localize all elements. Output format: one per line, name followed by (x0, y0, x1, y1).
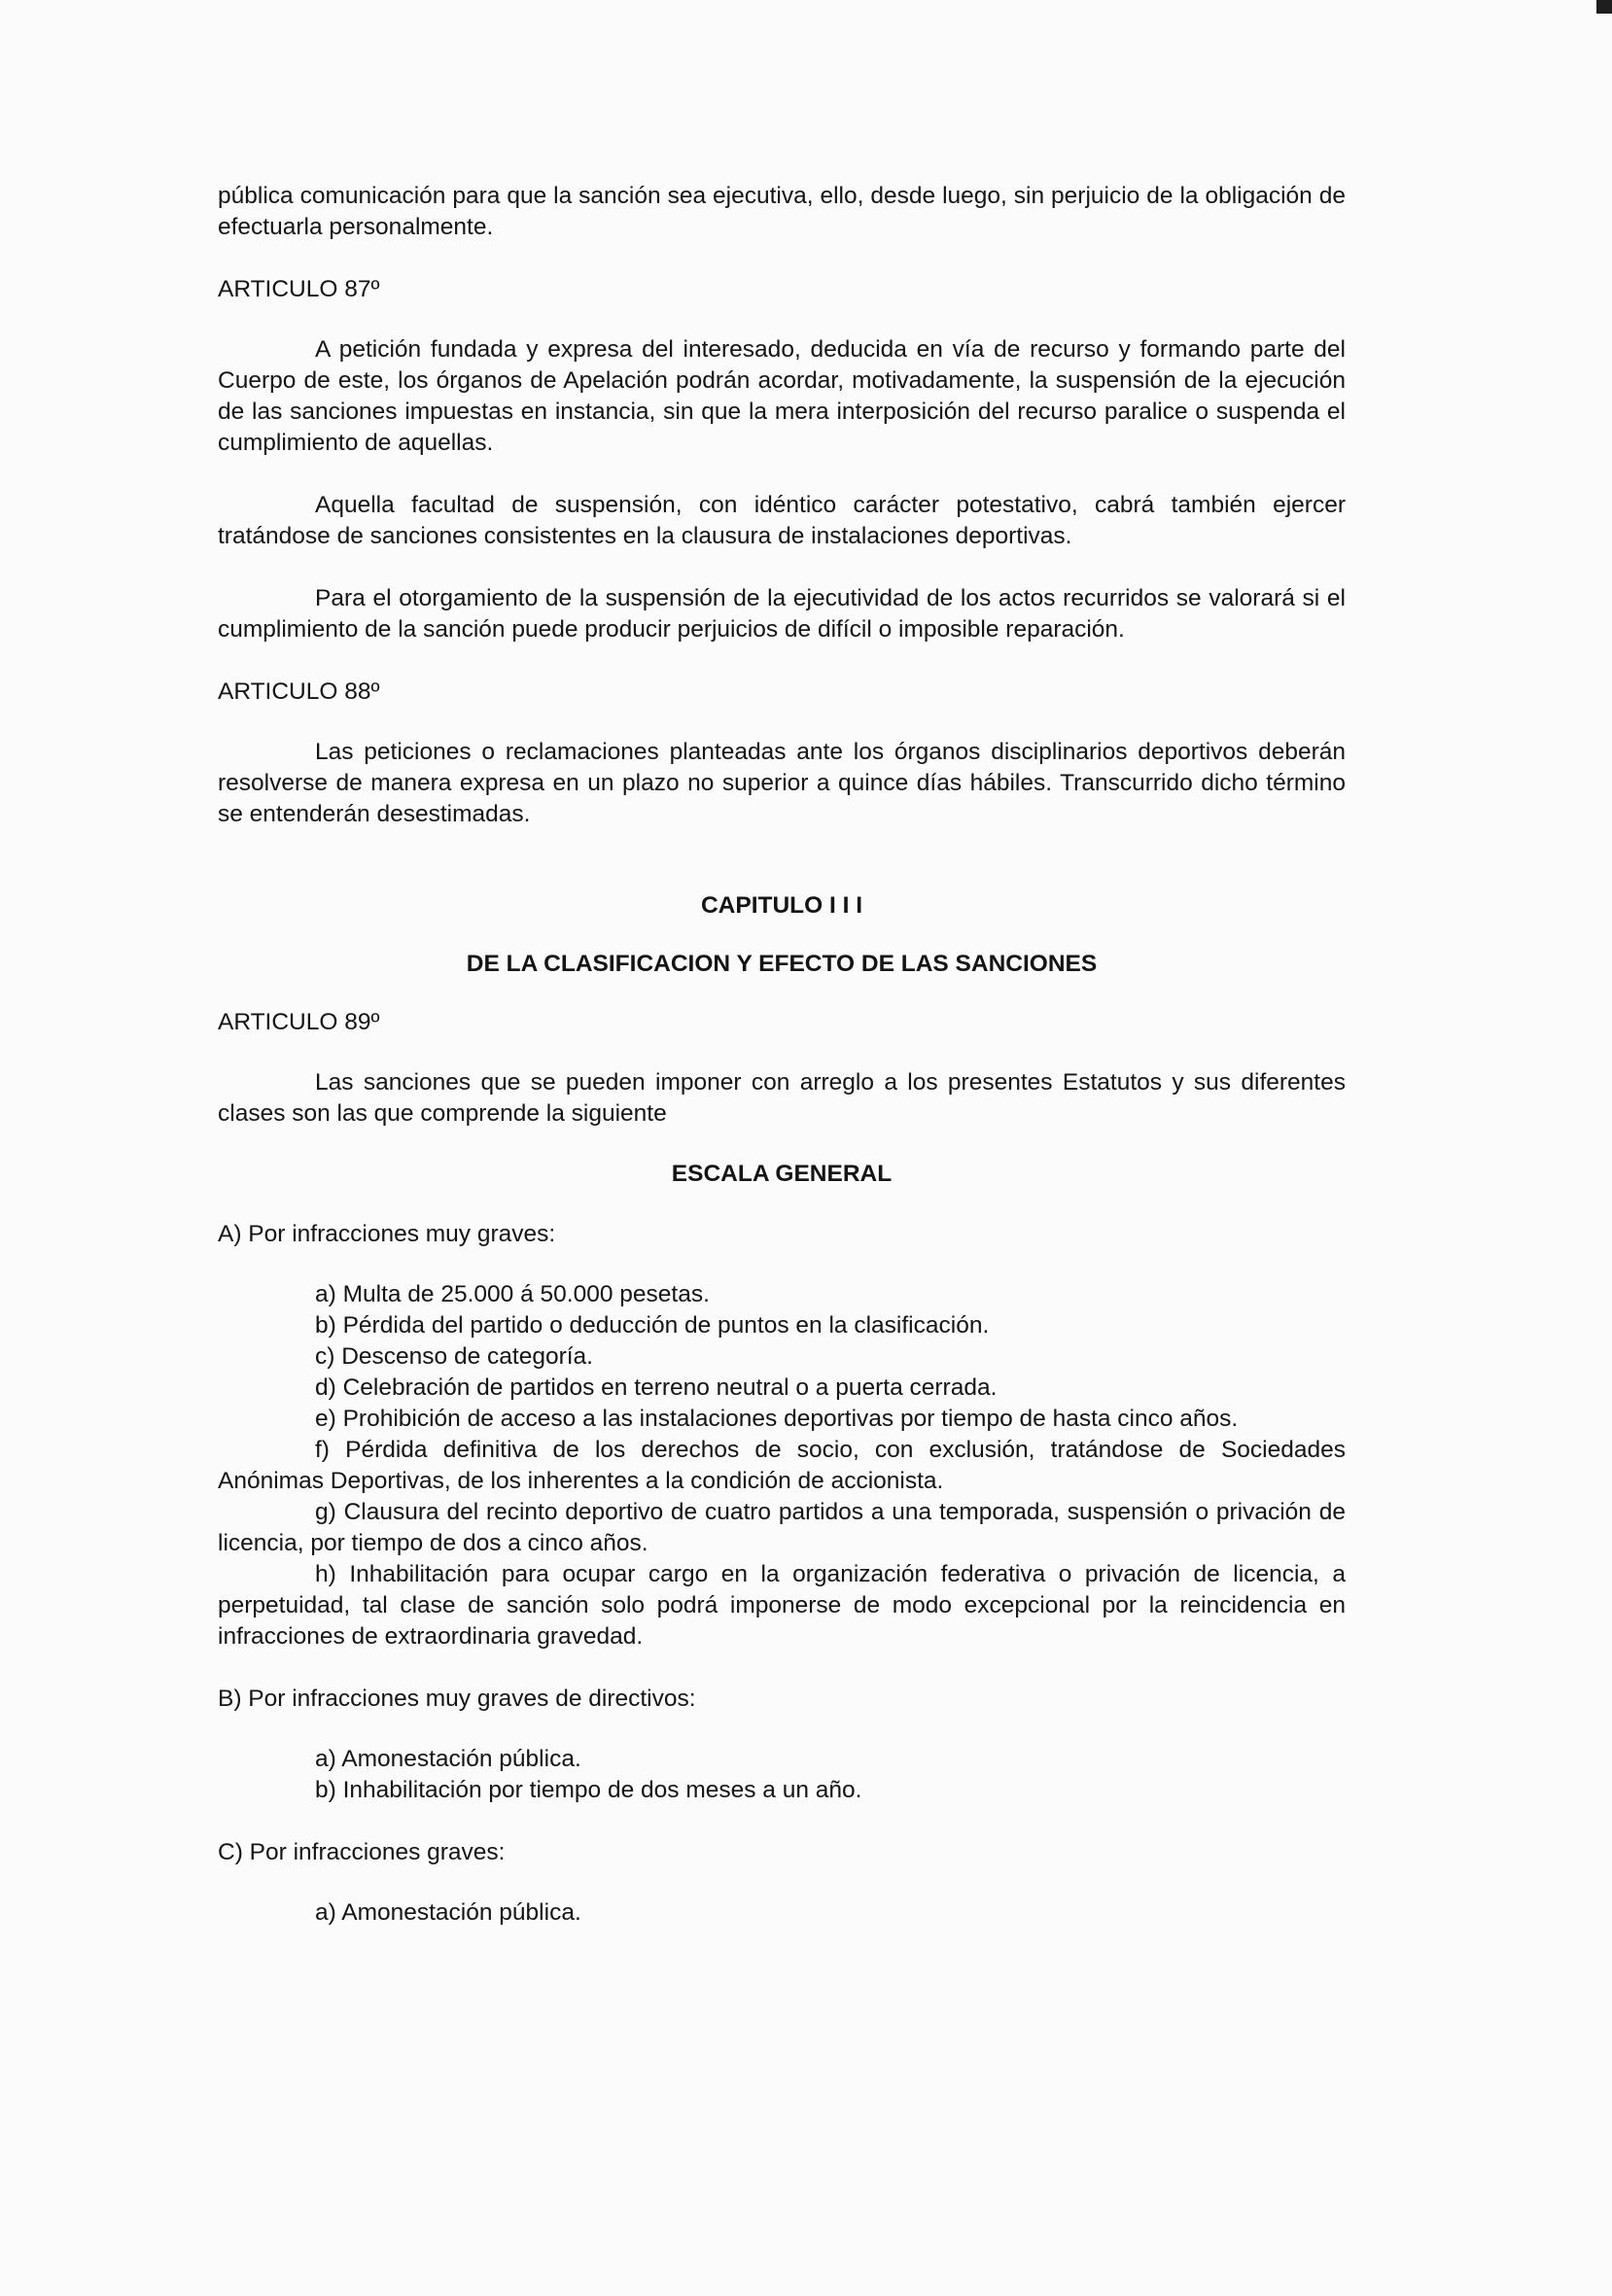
intro-paragraph: pública comunicación para que la sanción sea ejecutiva, ello, desde luego, sin perjuicio de la obligación de efectuarla personalmente. (218, 183, 1346, 240)
list-item: b) Inhabilitación por tiempo de dos meses a un año. (315, 1777, 862, 1803)
section-c-list (218, 1897, 1346, 1929)
section-a-heading: A) Por infracciones muy graves: (218, 1221, 556, 1247)
article-87-paragraph-2: Aquella facultad de suspensión, con idéntico carácter potestativo, cabrá también ejercer tratándose de sanciones consistentes en la clausura de instalaciones deportivas. (218, 492, 1346, 549)
chapter-subtitle: DE LA CLASIFICACION Y EFECTO DE LAS SANCIONES (466, 951, 1098, 977)
article-89-paragraph-1: Las sanciones que se pueden imponer con arreglo a los presentes Estatutos y sus diferentes clases son las que comprende la siguiente (218, 1069, 1346, 1127)
article-88-paragraph-1: Las peticiones o reclamaciones planteadas ante los órganos disciplinarios deportivos deberán resolverse de manera expresa en un plazo no superior a quince días hábiles. Transcurrido dicho término se entenderán desestimadas. (218, 739, 1346, 827)
list-item: d) Celebración de partidos en terreno neutral o a puerta cerrada. (315, 1374, 998, 1401)
article-89-title: ARTICULO 89º (218, 1009, 380, 1035)
section-c-heading: C) Por infracciones graves: (218, 1839, 506, 1865)
article-87-title: ARTICULO 87º (218, 276, 380, 302)
list-item: c) Descenso de categoría. (315, 1343, 593, 1370)
list-item: a) Multa de 25.000 á 50.000 pesetas. (315, 1281, 710, 1307)
chapter-title: CAPITULO I I I (700, 892, 863, 919)
list-item: f) Pérdida definitiva de los derechos de socio, con exclusión, tratándose de Sociedades Anónimas Deportivas, de los inherentes a la condición de accionista. (218, 1437, 1346, 1494)
document-page (218, 181, 1346, 1929)
list-item: g) Clausura del recinto deportivo de cuatro partidos a una temporada, suspensión o privación de licencia, por tiempo de dos a cinco años. (218, 1499, 1346, 1556)
list-item: h) Inhabilitación para ocupar cargo en la organización federativa o privación de licencia, a perpetuidad, tal clase de sanción solo podrá imponerse de modo excepcional por la reincidencia en infracciones de extraordinaria gravedad. (218, 1561, 1346, 1650)
list-item: b) Pérdida del partido o deducción de puntos en la clasificación. (315, 1312, 990, 1339)
section-b-list (218, 1744, 1346, 1806)
section-a-list (218, 1279, 1346, 1652)
list-item: a) Amonestación pública. (315, 1899, 581, 1926)
article-87-paragraph-3: Para el otorgamiento de la suspensión de la ejecutividad de los actos recurridos se valorará si el cumplimiento de la sanción puede producir perjuicios de difícil o imposible reparación. (218, 585, 1346, 643)
section-b-heading: B) Por infracciones muy graves de directivos: (218, 1686, 696, 1712)
scale-title: ESCALA GENERAL (671, 1161, 893, 1187)
scan-corner-mark (1596, 0, 1612, 14)
list-item: e) Prohibición de acceso a las instalaciones deportivas por tiempo de hasta cinco años. (315, 1406, 1239, 1432)
list-item: a) Amonestación pública. (315, 1746, 581, 1772)
article-88-title: ARTICULO 88º (218, 678, 380, 705)
article-87-paragraph-1: A petición fundada y expresa del interesado, deducida en vía de recurso y formando parte del Cuerpo de este, los órganos de Apelación podrán acordar, motivadamente, la suspensión de la ejecución de las sanciones impuestas en instancia, sin que la mera interposición del recurso paralice o suspenda el cumplimiento de aquellas. (218, 336, 1346, 456)
